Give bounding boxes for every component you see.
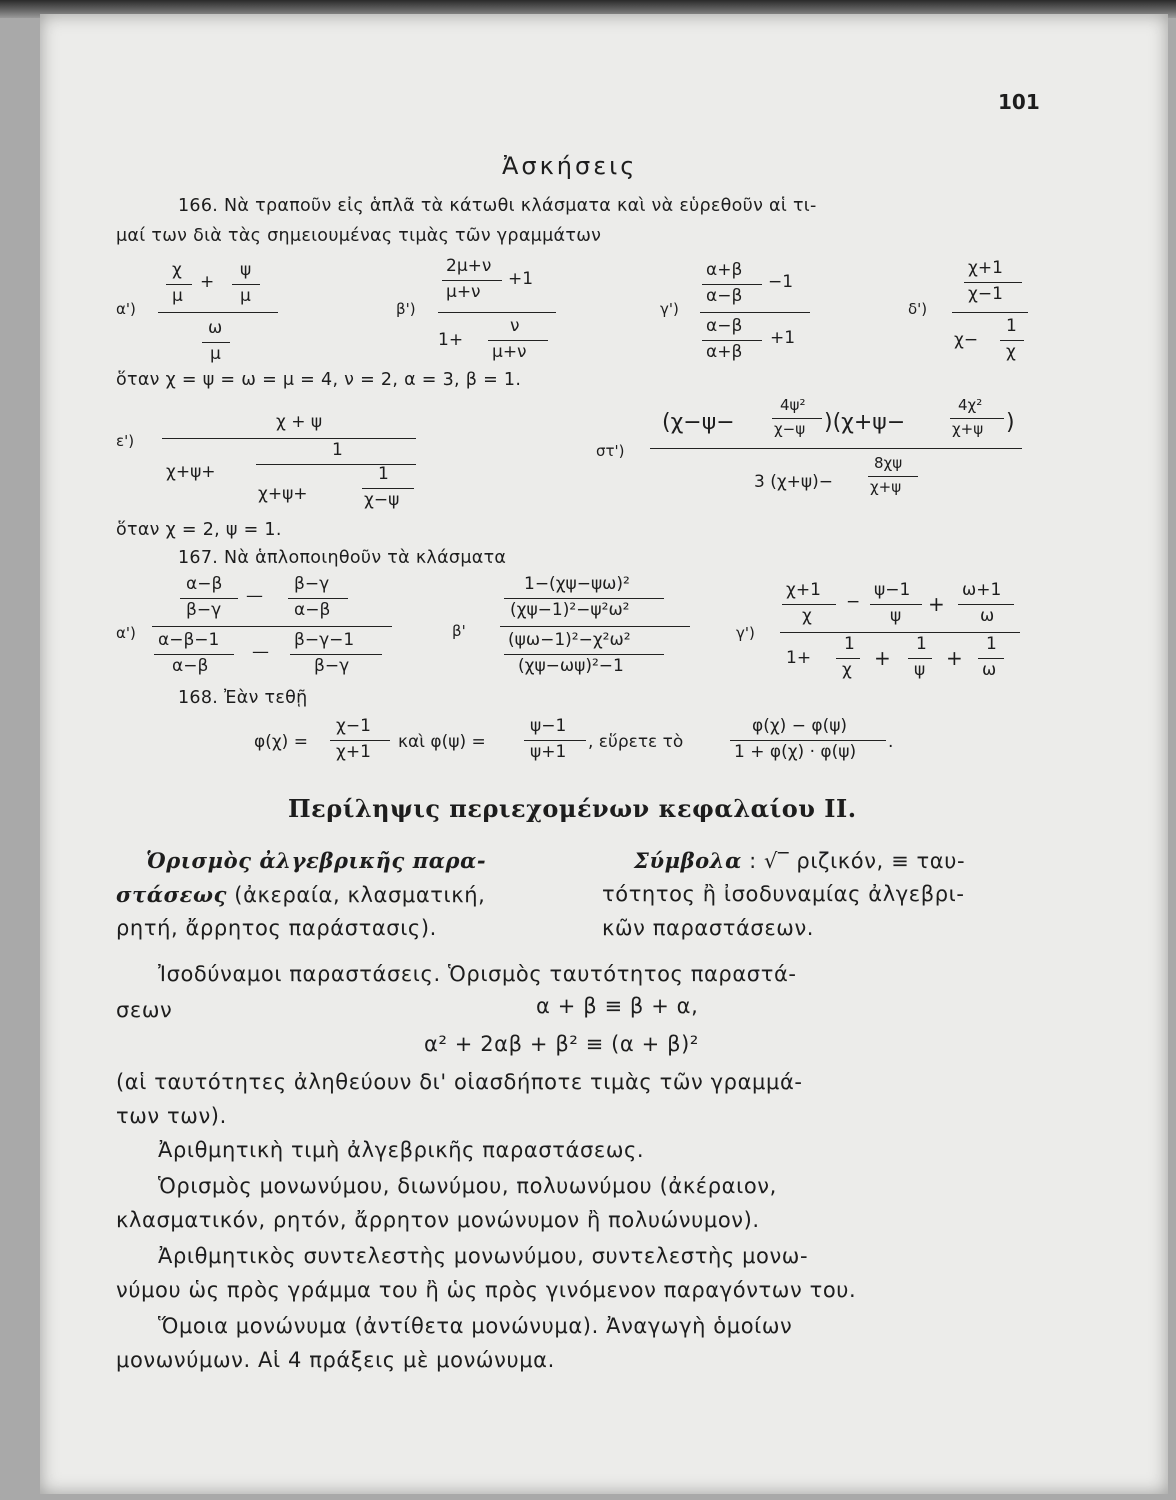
summary-p3: (αἱ ταυτότητες ἀληθεύουν δι' οἱασδήποτε τιμὰς τῶν γραμμά- (116, 1070, 803, 1094)
frac-den: χ−ψ (774, 420, 806, 438)
ex167-label-alpha: α') (116, 624, 136, 642)
summary-right-3: κῶν παραστάσεων. (602, 916, 815, 940)
frac-den: 1 + φ(χ) · φ(ψ) (734, 742, 857, 762)
ex168-line: 168. Ἐὰν τεθῇ (178, 688, 308, 708)
frac-den: ω (982, 660, 997, 680)
frac-den: β−γ (314, 656, 350, 676)
frac-den: α−β (706, 286, 743, 306)
ex166-label-epsilon: ε') (116, 432, 135, 450)
frac-den: χ (1006, 342, 1016, 362)
minus-sign: — (246, 586, 263, 606)
frac-den: μ (172, 286, 183, 306)
values-line-1: ὅταν χ = ψ = ω = μ = 4, ν = 2, α = 3, β = 1. (116, 370, 522, 390)
summary-left-3: ρητή, ἄρρητος παράστασις). (116, 916, 437, 940)
ex167-line: 167. Νὰ ἁπλοποιηθοῦν τὰ κλάσματα (178, 548, 507, 568)
frac-den: ω (980, 606, 995, 626)
frac-num: 1 (378, 464, 389, 484)
ex166-label-st: στ') (596, 442, 625, 460)
frac-den: χ−1 (968, 284, 1003, 304)
ex167-label-gamma: γ') (736, 624, 755, 642)
summary-p4: των των). (116, 1104, 227, 1128)
plus-one: +1 (508, 269, 534, 289)
frac-num: α+β (706, 260, 743, 280)
frac-term: 1−(χψ−ψω)² (524, 574, 630, 594)
identity-1: α + β ≡ β + α, (536, 994, 699, 1018)
frac-num: χ (172, 260, 182, 280)
frac-num: 1 (1006, 316, 1017, 336)
frac-num: 4ψ² (780, 396, 806, 414)
frac-den: χ+ψ (952, 420, 984, 438)
mid-sum: χ+ψ+ (258, 484, 308, 504)
frac-num: ω (208, 318, 223, 338)
one-plus: 1+ (786, 648, 812, 668)
paren-open-1: (χ−ψ− (662, 410, 735, 435)
frac-den: χ (842, 660, 852, 680)
frac-num: χ+1 (786, 580, 821, 600)
frac-num: 1 (986, 634, 997, 654)
ex166-label-alpha: α') (116, 300, 136, 318)
minus-sign: — (252, 642, 269, 662)
symbols-text: : √‾ ριζικόν, ≡ ταυ- (741, 849, 966, 873)
find-text: , εὕρετε τὸ (588, 732, 684, 752)
symbols-label: Σύμβολα (634, 848, 742, 873)
frac-num: ν (510, 316, 520, 336)
frac-num: β−γ−1 (294, 630, 355, 650)
chi-minus: χ− (954, 330, 979, 350)
identity-2: α² + 2αβ + β² ≡ (α + β)² (424, 1032, 699, 1056)
lead-sum: χ+ψ+ (166, 462, 216, 482)
ex166-line1: 166. Νὰ τραποῦν εἰς ἁπλᾶ τὰ κάτωθι κλάσματα καὶ νὰ εὑρεθοῦν αἱ τι- (178, 196, 817, 216)
frac-num: ψ−1 (874, 580, 911, 600)
frac-num: χ + ψ (276, 412, 323, 432)
frac-num: 2μ+ν (446, 256, 492, 276)
frac-num: χ+1 (968, 258, 1003, 278)
frac-term: (χψ−1)²−ψ²ω² (510, 600, 630, 620)
frac-num: α−β (706, 316, 743, 336)
frac-den: μ (240, 286, 251, 306)
summary-left-1: Ὁρισμὸς ἀλγεβρικῆς παρα- (146, 848, 487, 873)
kai-phi-psi: καὶ φ(ψ) = (398, 732, 486, 752)
book-page (40, 14, 1168, 1494)
plus-sign: + (874, 646, 891, 670)
ex166-label-gamma: γ') (660, 300, 679, 318)
frac-den: ψ (914, 660, 926, 680)
summary-right-2: τότητος ἢ ἰσοδυναμίας ἀλγεβρι- (602, 882, 965, 906)
frac-num: 4χ² (958, 396, 983, 414)
frac-num: α−β−1 (158, 630, 220, 650)
minus-sign: − (846, 592, 861, 612)
summary-p11: μονωνύμων. Αἱ 4 πράξεις μὲ μονώνυμα. (116, 1348, 555, 1372)
plus-sign: + (946, 646, 963, 670)
frac-den: χ−ψ (364, 490, 400, 510)
frac-num: 8χψ (874, 454, 903, 472)
summary-p10: Ὅμοια μονώνυμα (ἀντίθετα μονώνυμα). Ἀναγωγὴ ὁμοίων (158, 1314, 793, 1338)
summary-p5: Ἀριθμητικὴ τιμὴ ἀλγεβρικῆς παραστάσεως. (158, 1138, 645, 1162)
frac-den: α−β (294, 600, 331, 620)
summary-p6: Ὁρισμὸς μονωνύμου, διωνύμου, πολυωνύμου (ἀκέραιον, (158, 1174, 777, 1198)
summary-title: Περίληψις περιεχομένων κεφαλαίου ΙΙ. (288, 794, 857, 823)
exercises-heading: Ἀσκήσεις (502, 152, 638, 180)
frac-num: 1 (332, 440, 343, 460)
plus-sign: + (200, 272, 215, 292)
frac-num: ψ−1 (530, 716, 567, 736)
paren-close: ) (1006, 410, 1015, 435)
summary-p9: νύμου ὡς πρὸς γράμμα του ἢ ὡς πρὸς γινόμενον παραγόντων του. (116, 1278, 857, 1302)
frac-den: χ+1 (336, 742, 371, 762)
ex166-label-delta: δ') (908, 300, 928, 318)
page-number: 101 (998, 90, 1040, 114)
frac-den: β−γ (186, 600, 222, 620)
summary-p1: Ἰσοδύναμοι παραστάσεις. Ὁρισμὸς ταυτότητος παραστά- (158, 962, 797, 986)
summary-left-2a: στάσεως (116, 882, 228, 907)
summary-left-2b: (ἀκεραία, κλασματική, (227, 883, 486, 907)
summary-p2: σεων (116, 998, 173, 1022)
paren-mid: )(χ+ψ− (824, 410, 906, 435)
frac-den: ψ (890, 606, 902, 626)
summary-p8: Ἀριθμητικὸς συντελεστὴς μονωνύμου, συντελεστὴς μονω- (158, 1244, 809, 1268)
frac-term: (χψ−ωψ)²−1 (518, 656, 624, 676)
frac-den: μ+ν (492, 342, 527, 362)
values-line-2: ὅταν χ = 2, ψ = 1. (116, 520, 282, 540)
phi-chi-eq: φ(χ) = (254, 732, 308, 752)
frac-den: μ+ν (446, 282, 481, 302)
frac-num: ω+1 (962, 580, 1002, 600)
ex167-label-beta: β' (452, 622, 466, 640)
frac-den: α+β (706, 342, 743, 362)
frac-term: (ψω−1)²−χ²ω² (508, 630, 631, 650)
summary-p7: κλασματικόν, ρητόν, ἄρρητον μονώνυμον ἢ πολυώνυμον). (116, 1208, 760, 1232)
frac-den: μ (210, 344, 221, 364)
frac-den: χ (802, 606, 812, 626)
lead-term: 3 (χ+ψ)− (754, 472, 834, 492)
minus-one: −1 (768, 272, 794, 292)
plus-sign: + (928, 592, 945, 616)
frac-den: χ+ψ (870, 478, 902, 496)
ex166-label-beta: β') (396, 300, 416, 318)
frac-num: β−γ (294, 574, 330, 594)
period: . (888, 732, 894, 752)
frac-num: φ(χ) − φ(ψ) (752, 716, 848, 736)
one-plus: 1+ (438, 330, 464, 350)
plus-one: +1 (770, 328, 796, 348)
frac-num: 1 (844, 634, 855, 654)
frac-num: 1 (916, 634, 927, 654)
frac-num: χ−1 (336, 716, 371, 736)
frac-den: ψ+1 (530, 742, 567, 762)
frac-num: ψ (240, 260, 252, 280)
frac-den: α−β (172, 656, 209, 676)
frac-num: α−β (186, 574, 223, 594)
ex166-line2: μαί των διὰ τὰς σημειουμένας τιμὰς τῶν γραμμάτων (116, 226, 602, 246)
